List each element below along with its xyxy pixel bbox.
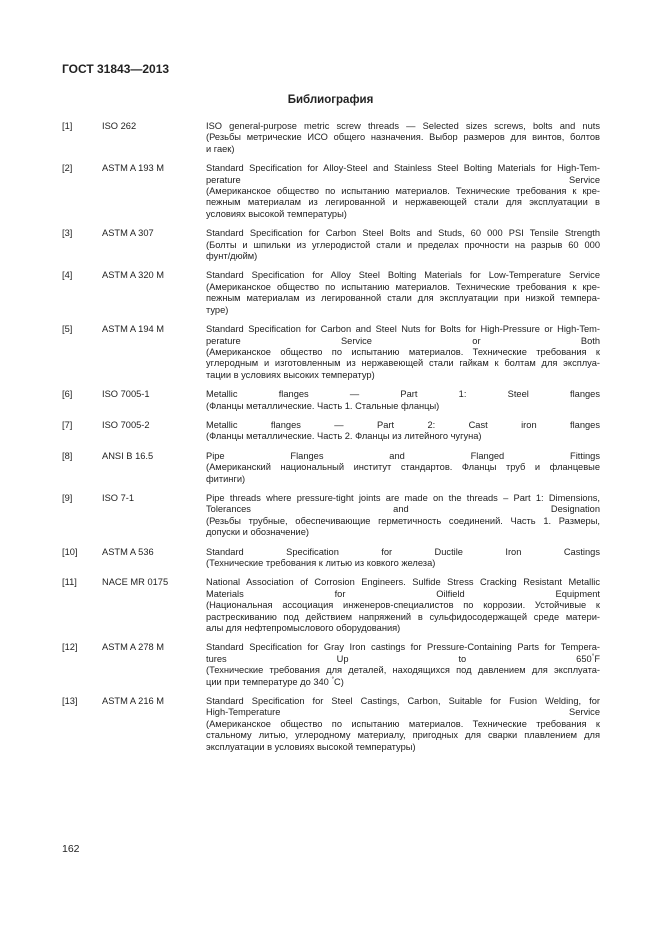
entry-number: [4]	[62, 270, 73, 281]
standard-code: ASTM A 536	[102, 546, 154, 557]
line-text: Standard Specification for Steel Castings, Carbon, Suitable for Fusion Welding, for	[206, 696, 600, 707]
entry-number: [3]	[62, 228, 73, 239]
line-text: perature Service or Both	[206, 335, 600, 346]
line-text: (Американское общество по испытанию материалов. Технические требования к кре-	[206, 281, 600, 292]
entry-description	[206, 642, 600, 688]
description-line	[206, 163, 600, 174]
standard-code: ISO 262	[102, 121, 137, 131]
description-line	[206, 600, 600, 611]
description-line	[206, 336, 600, 347]
line-text: Materials for Oilfield Equipment	[206, 588, 600, 599]
description-line	[206, 547, 600, 558]
standard-code: ASTM A 193 M	[102, 163, 165, 174]
bibliography-list	[62, 121, 600, 753]
standard-code: ISO 7005-1	[102, 389, 150, 400]
line-text: тации в условиях высоких температур)	[206, 369, 375, 380]
description-line	[206, 654, 600, 665]
description-line	[206, 527, 600, 538]
line-text: допуски и обозначение)	[206, 527, 309, 538]
line-text: perature Service	[206, 174, 600, 185]
description-line	[206, 516, 600, 527]
description-line	[206, 132, 600, 143]
entry-description	[206, 451, 600, 485]
description-line	[206, 370, 600, 381]
line-text: (Резьбы метрические ИСО общего назначения. Выбор размеров для винтов, болтов	[206, 132, 600, 143]
line-text: High-Temperature Service	[206, 707, 600, 718]
description-line	[206, 358, 600, 369]
line-text: и гаек)	[206, 143, 235, 154]
line-text: (Технические требования для деталей, находящихся под давлением для эксплуата-	[206, 665, 600, 676]
description-line	[206, 389, 600, 400]
line-text: ции при температуре до 340	[206, 676, 332, 687]
entry-number: [9]	[62, 492, 73, 503]
line-text: эксплуатации в условиях высокой температуры)	[206, 741, 416, 752]
line-text: Standard Specification for Carbon and Steel Nuts for Bolts for High-Pressure or High-Tem-	[206, 324, 600, 335]
entry-number: [6]	[62, 389, 73, 400]
description-line	[206, 197, 600, 208]
standard-code: ISO 7-1	[102, 492, 135, 503]
description-line	[206, 282, 600, 293]
entry-description	[206, 163, 600, 220]
line-text: Standard Specification for Carbon Steel Bolts and Studs, 60 000 PSI Tensile Strength	[206, 228, 600, 239]
page-title: Библиография	[287, 94, 374, 106]
description-line	[206, 612, 600, 623]
entry-description	[206, 121, 600, 155]
bibliography-entry	[62, 642, 600, 688]
entry-description	[206, 577, 600, 634]
line-text: условиях высокой температуры)	[206, 208, 347, 219]
bibliography-entry	[62, 547, 600, 570]
entry-description	[206, 547, 600, 570]
entry-number: [13]	[62, 696, 78, 707]
description-line	[206, 742, 600, 753]
description-line	[206, 493, 600, 504]
entry-number: [7]	[62, 419, 73, 430]
line-text: tures Up to 650	[206, 653, 592, 664]
line-text: стальному литью, углеродному материалу, пригодных для сварки плавлением для	[206, 730, 600, 741]
description-line	[206, 577, 600, 588]
line-text: ISO general-purpose metric screw threads — Selected sizes screws, bolts and nuts	[206, 121, 600, 131]
line-text: растрескиванию под действием напряжений в сульфидосодержащей среде матери-	[206, 611, 600, 622]
description-line	[206, 175, 600, 186]
entry-number: [10]	[62, 546, 78, 557]
line-text: пежным материалам из легированной стали для эксплуатации при низкой темпера-	[206, 293, 600, 304]
degree-sign: °	[331, 675, 335, 683]
entry-number: [8]	[62, 450, 73, 461]
line-text: (Болты и шпильки из углеродистой стали и пределах прочности на разрыв 60 000	[206, 239, 600, 250]
description-line	[206, 209, 600, 220]
line-text: (Американское общество по испытанию материалов. Технические требования к кре-	[206, 186, 600, 197]
line-text: туре)	[206, 304, 229, 315]
entry-description	[206, 228, 600, 262]
line-text: Tolerances and Designation	[206, 504, 600, 515]
description-line	[206, 251, 600, 262]
description-line	[206, 401, 600, 412]
line-text: Standard Specification for Ductile Iron Castings	[206, 546, 600, 557]
entry-number: [11]	[62, 577, 77, 588]
line-text: Pipe threads where pressure-tight joints are made on the threads – Part 1: Dimensions,	[206, 492, 600, 503]
line-text: (Американский национальный институт стандартов. Фланцы труб и фланцевые	[206, 462, 600, 473]
description-line	[206, 719, 600, 730]
bibliography-entry	[62, 163, 600, 220]
entry-number: [2]	[62, 163, 73, 174]
entry-description	[206, 696, 600, 753]
standard-code: ASTM A 307	[102, 228, 154, 239]
entry-description	[206, 493, 600, 539]
bibliography-entry	[62, 228, 600, 262]
entry-description	[206, 420, 600, 443]
line-text: углеродным и изготовленным из нержавеющей стали гайкам к болтам для эксплуа-	[206, 358, 600, 369]
document-header: ГОСТ 31843—2013	[62, 62, 170, 76]
standard-code: ASTM A 278 M	[102, 642, 165, 653]
line-text: (Американское общество по испытанию материалов. Технические требования к	[206, 718, 600, 729]
description-line	[206, 589, 600, 600]
entry-number: [5]	[62, 324, 73, 335]
description-line	[206, 642, 600, 653]
standard-code: NACE MR 0175	[102, 577, 169, 588]
entry-number: [1]	[62, 121, 73, 131]
bibliography-entry	[62, 493, 600, 539]
line-text-after: F	[594, 653, 600, 664]
line-text: пежным материалам из легированной и нержавеющей стали для эксплуатации в	[206, 197, 600, 208]
description-line	[206, 730, 600, 741]
line-text: (Технические требования к литью из ковкого железа)	[206, 558, 436, 568]
description-line	[206, 462, 600, 473]
bibliography-entry	[62, 420, 600, 443]
description-line	[206, 305, 600, 316]
entry-description	[206, 324, 600, 381]
line-text: (Фланцы металлические. Часть 1. Стальные фланцы)	[206, 400, 440, 411]
description-line	[206, 144, 600, 155]
description-line	[206, 324, 600, 335]
description-line	[206, 696, 600, 707]
description-line	[206, 665, 600, 676]
bibliography-entry	[62, 324, 600, 381]
bibliography-entry	[62, 577, 600, 634]
description-line	[206, 347, 600, 358]
bibliography-entry	[62, 451, 600, 485]
description-line	[206, 228, 600, 239]
description-line	[206, 240, 600, 251]
description-line	[206, 186, 600, 197]
description-line	[206, 420, 600, 431]
standard-code: ANSI B 16.5	[102, 450, 154, 461]
degree-sign: °	[591, 652, 595, 660]
line-text: (Американское общество по испытанию материалов. Технические требования к	[206, 346, 600, 357]
bibliography-entry	[62, 270, 600, 316]
entry-description	[206, 270, 600, 316]
bibliography-entry	[62, 121, 600, 155]
description-line	[206, 431, 600, 442]
standard-code: ASTM A 194 M	[102, 324, 165, 335]
standard-code: ASTM A 216 M	[102, 696, 165, 707]
description-line	[206, 707, 600, 718]
line-text: фунт/дюйм)	[206, 251, 258, 262]
line-text: (Национальная ассоциация инженеров-специалистов по коррозии. Устойчивые к	[206, 600, 600, 611]
description-line	[206, 121, 600, 132]
line-text: Standard Specification for Alloy Steel Bolting Materials for Low-Temperature Service	[206, 270, 600, 281]
line-text: (Резьбы трубные, обеспечивающие герметичность соединений. Часть 1. Размеры,	[206, 515, 600, 526]
standard-code: ISO 7005-2	[102, 419, 150, 430]
standard-code: ASTM A 320 M	[102, 270, 165, 281]
description-line	[206, 504, 600, 515]
line-text: Standard Specification for Gray Iron castings for Pressure-Containing Parts for Tempera-	[206, 642, 600, 653]
entry-description	[206, 389, 600, 412]
description-line	[206, 474, 600, 485]
line-text: Pipe Flanges and Flanged Fittings	[206, 450, 600, 461]
description-line	[206, 677, 600, 688]
line-text-after: С)	[334, 676, 344, 687]
line-text: Metallic flanges — Part 1: Steel flanges	[206, 389, 600, 400]
bibliography-entry	[62, 696, 600, 753]
line-text: Metallic flanges — Part 2: Cast iron flanges	[206, 419, 600, 430]
page-number: 162	[62, 843, 80, 855]
line-text: National Association of Corrosion Engineers. Sulfide Stress Cracking Resistant Metallic	[206, 577, 600, 588]
line-text: алы для нефтепромыслового оборудования)	[206, 623, 401, 634]
line-text: (Фланцы металлические. Часть 2. Фланцы из литейного чугуна)	[206, 431, 482, 442]
line-text: фитинги)	[206, 473, 246, 484]
bibliography-entry	[62, 389, 600, 412]
description-line	[206, 623, 600, 634]
entry-number: [12]	[62, 642, 78, 653]
description-line	[206, 451, 600, 462]
description-line	[206, 558, 600, 569]
description-line	[206, 293, 600, 304]
description-line	[206, 270, 600, 281]
line-text: Standard Specification for Alloy-Steel and Stainless Steel Bolting Materials for High-Tem-	[206, 163, 600, 174]
